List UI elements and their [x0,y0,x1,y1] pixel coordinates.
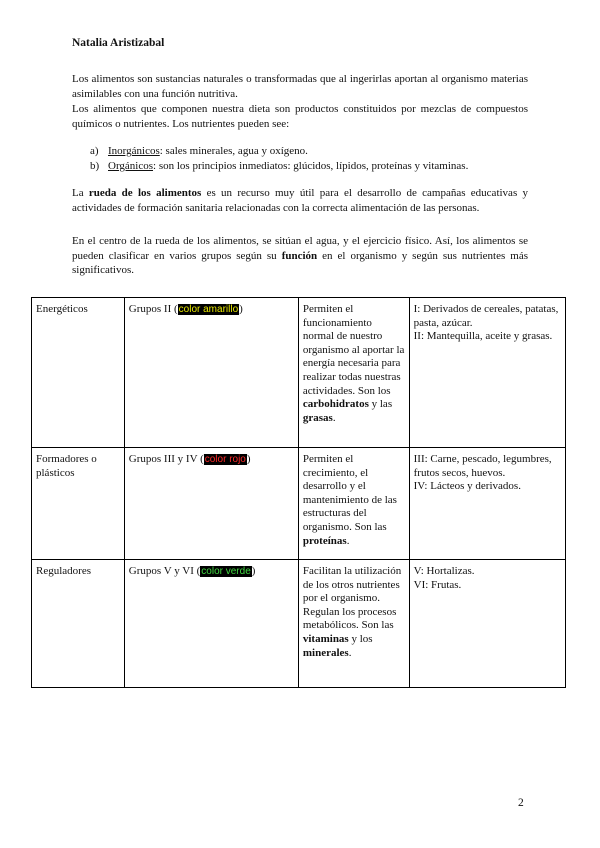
text-run: Grupos III y IV ( [128,453,204,465]
text-run: . [346,534,350,547]
text-run: en el organismo y según sus nutrientes más significativos. [72,249,528,277]
text-run: Facilitan la utilización de los otros nutrientes por el organismo. Regulan los procesos metabólicos. Son las [302,565,402,632]
author-header: Natalia Aristizabal [72,37,165,49]
group-cell [124,560,298,688]
bold-term: proteínas [302,534,347,547]
text-run: Grupos II ( [128,303,178,315]
food-line: III: Carne, pescado, legumbres, frutos secos, huevos. [413,453,552,479]
foods-cell [409,298,565,448]
description-cell [298,298,409,448]
type-cell: Formadores o plásticos [32,448,125,560]
bold-term: grasas [302,411,333,424]
text-run: Grupos V y VI ( [128,565,201,577]
list-item [90,144,530,159]
nutrient-list [90,144,530,173]
list-text: : sales minerales, agua y oxígeno. [159,145,308,157]
text-run: . [332,411,336,424]
list-term: Inorgánicos [108,145,160,157]
description-cell [298,448,409,560]
foods-cell [409,448,565,560]
food-line: I: Derivados de cereales, patatas, pasta, azúcar. [413,303,559,329]
description-cell [298,560,409,688]
food-line: IV: Lácteos y derivados. [413,480,521,493]
text-run: Permiten el funcionamiento normal de nuestro organismo al aportar la energía necesaria para realizar todas nuestras actividades. Son los [302,303,405,397]
list-text: : son los principios inmediatos: glúcidos, lípidos, proteínas y vitaminas. [153,159,469,172]
text-run: La [72,187,89,199]
color-highlight: color amarillo [178,304,239,315]
food-line: V: Hortalizas. [413,565,475,577]
text-run: En el centro de la rueda de los alimentos, se sitúan el agua, y el ejercicio físico. Así, los alimentos se pueden clasificar en varios grupos según su [72,235,528,262]
type-cell: Energéticos [32,298,125,448]
food-groups-table [31,297,566,688]
list-marker: a) [90,145,99,157]
table-row [32,298,566,448]
food-line: VI: Frutas. [413,578,462,591]
bold-term: vitaminas [302,632,349,645]
bold-term: carbohidratos [302,398,369,411]
list-marker: b) [90,159,100,172]
text-run: ) [251,565,256,577]
text-run: es un recurso muy útil para el desarrollo de campañas educativas y actividades de formación sanitaria relacionadas con la correcta alimentación de las personas. [72,187,529,214]
color-highlight: color verde [201,566,251,577]
bold-term: función [281,249,318,262]
text-run: ) [246,453,251,465]
group-cell [124,448,298,560]
intro-paragraph-2: Los alimentos que componen nuestra dieta son productos constituidos por mezclas de compuestos químicos o nutrientes. Los nutrientes pueden see: [72,103,528,130]
table-row [32,448,566,560]
page-number: 2 [518,797,524,809]
text-run: ) [239,303,243,315]
bold-term: rueda de los alimentos [88,187,202,199]
list-item [90,159,530,174]
table-row [32,560,566,688]
type-cell: Reguladores [32,560,125,688]
centro-paragraph [72,234,528,278]
group-cell [124,298,298,448]
rueda-paragraph [72,186,528,215]
text-run: Permiten el crecimiento, el desarrollo y el mantenimiento de las estructuras del organismo. Son las [302,453,397,533]
food-line: II: Mantequilla, aceite y grasas. [413,330,553,343]
color-highlight: color rojo [204,454,246,465]
bold-term: minerales [302,646,349,659]
text-run: . [348,646,352,659]
text-run: y los [348,632,373,645]
foods-cell [409,560,565,688]
intro-paragraph-1: Los alimentos son sustancias naturales o transformadas que al ingerirlas aportan al organismo materias asimilables con una función nutritiva. [72,73,528,100]
list-term: Orgánicos [108,159,154,172]
text-run: y las [368,398,393,411]
